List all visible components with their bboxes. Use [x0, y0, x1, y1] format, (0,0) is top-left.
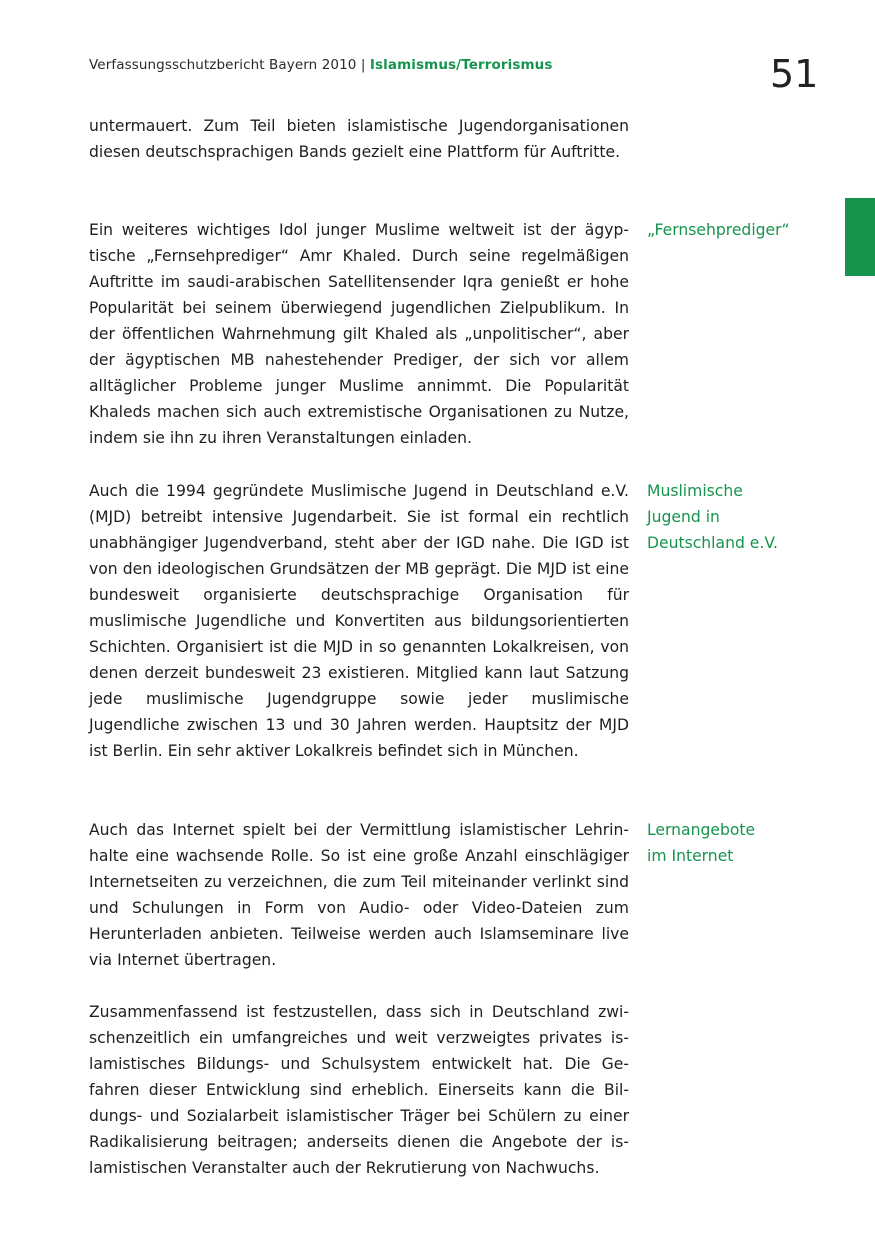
paragraph-1: untermauert. Zum Teil bieten islamistische Jugendorganisationen diesen deutschsprachigen Bands gezielt eine Plattform für Auftritte.: [89, 117, 629, 161]
sidenote-fernsehprediger: [647, 217, 847, 243]
running-header: [89, 57, 553, 73]
chapter-tab-marker: [845, 198, 875, 276]
sidenote-line: Muslimische: [647, 482, 743, 500]
sidenote-line: „Fernsehprediger“: [647, 221, 790, 239]
paragraph-2: Ein weiteres wichtiges Idol junger Muslime weltweit ist der ägyptische „Fernsehprediger“ Amr Khaled. Durch seine regelmäßigen Auftritte im saudi-arabischen Satellitensender Iqra genießt er hohe Popularität bei seinem überwiegend jugendlichen Zielpublikum. In der öffentlichen Wahrnehmung gilt Khaled als „unpolitischer“, aber der ägyptischen MB nahestehender Prediger, der sich vor allem alltäglicher Probleme junger Muslime annimmt. Die Popularität Khaleds machen sich auch extremistische Organisationen zu Nutze, indem sie ihn zu ihren Veranstaltungen einladen.: [89, 221, 629, 447]
sidenote-line: im Internet: [647, 847, 734, 865]
sidenote-line: Jugend in: [647, 508, 720, 526]
paragraph-5: Zusammenfassend ist festzustellen, dass sich in Deutschland zwischenzeitlich ein umfangreiches und weit verzweigtes privates islamistisches Bildungs- und Schulsystem entwickelt hat. Die Gefahren dieser Entwicklung sind erheblich. Einerseits kann die Bildungs- und Sozialarbeit islamistischer Träger bei Schülern zu einer Radikalisierung beitragen; anderseits dienen die Angebote der islamistischen Veranstalter auch der Rekrutierung von Nachwuchs.: [89, 1003, 629, 1177]
running-title: Verfassungsschutzbericht Bayern 2010: [89, 57, 357, 73]
header-separator: |: [356, 57, 370, 73]
sidenote-line: Lernangebote: [647, 821, 756, 839]
paragraph-3: Auch die 1994 gegründete Muslimische Jugend in Deutschland e.V. (MJD) betreibt intensive Jugendarbeit. Sie ist formal ein rechtlich unabhängiger Jugendverband, steht aber der IGD nahe. Die IGD ist von den ideologischen Grundsätzen der MB geprägt. Die MJD ist eine bundesweit organisierte deutschsprachige Organisation für muslimische Jugendliche und Konvertiten aus bildungsorientierten Schichten. Organisiert ist die MJD in so genannten Lokalkreisen, von denen derzeit bundesweit 23 existieren. Mitglied kann laut Satzung jede muslimische Jugendgruppe sowie jeder muslimische Jugendliche zwischen 13 und 30 Jahren werden. Hauptsitz der MJD ist Berlin. Ein sehr aktiver Lokalkreis befindet sich in München.: [89, 482, 629, 760]
sidenote-lernangebote: [647, 817, 847, 869]
sidenote-mjd: [647, 478, 847, 556]
page-number: 51: [770, 52, 819, 96]
section-title: Islamismus/Terrorismus: [369, 57, 553, 73]
sidenote-line: Deutschland e.V.: [647, 534, 778, 552]
paragraph-4: Auch das Internet spielt bei der Vermittlung islamistischer Lehrinhalte eine wachsende Rolle. So ist eine große Anzahl einschlägiger Internetseiten zu verzeichnen, die zum Teil miteinander verlinkt sind und Schulungen in Form von Audio- oder Video-Dateien zum Herunterladen anbieten. Teilweise werden auch Islamseminare live via Internet übertragen.: [89, 821, 629, 969]
